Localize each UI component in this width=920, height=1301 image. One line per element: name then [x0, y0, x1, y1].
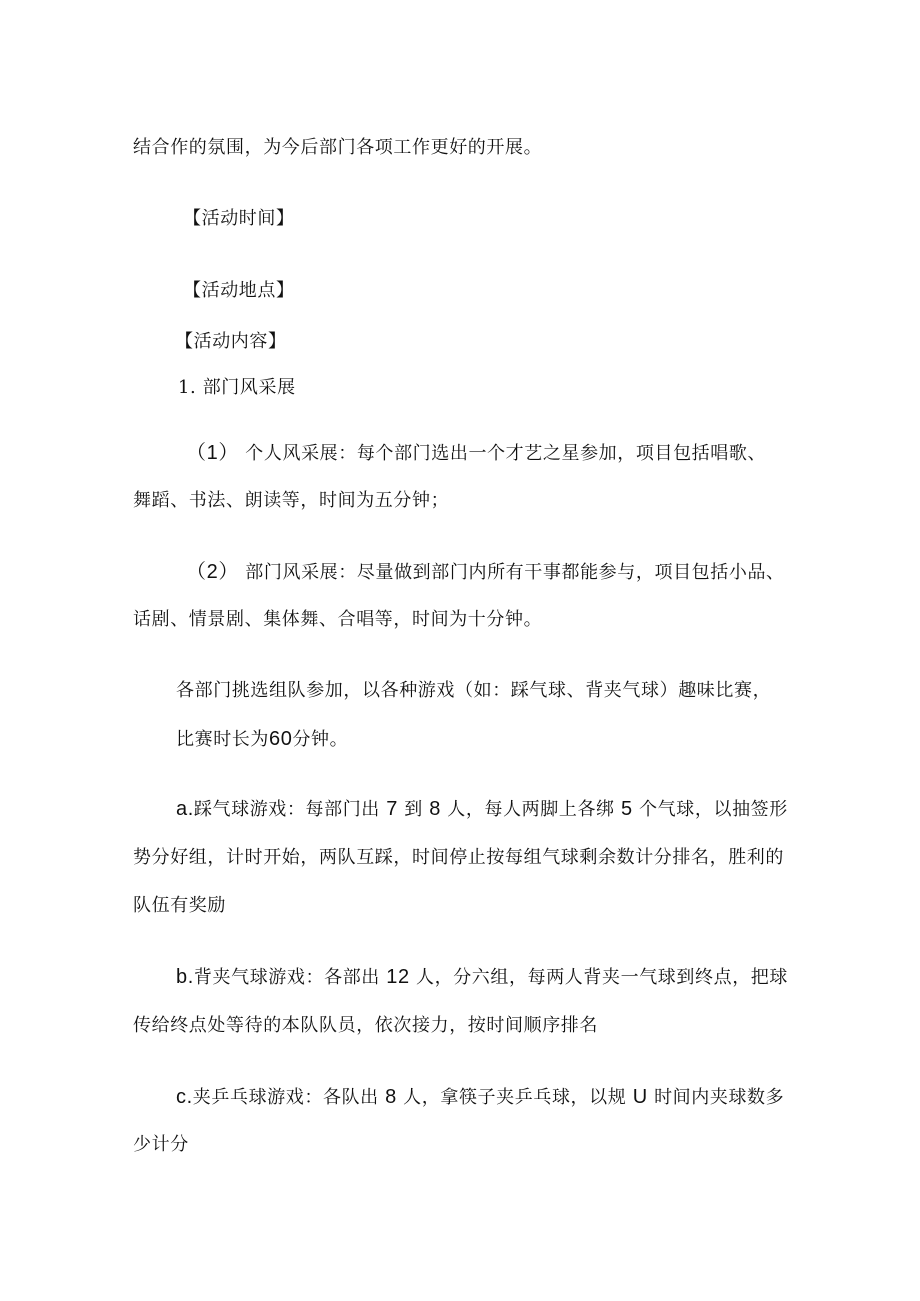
sub-item-1-marker: （1）: [186, 442, 239, 464]
game-c-letter-u: U: [632, 1086, 648, 1108]
game-c-number-1: 8: [385, 1086, 397, 1108]
game-c-prefix: c.: [176, 1086, 193, 1108]
game-a-text-4: 个气球，以抽签形: [639, 799, 788, 820]
games-duration-number: 60: [269, 728, 293, 750]
game-c-line-1: [176, 1085, 784, 1110]
game-a-line-3: 队伍有奖励: [133, 895, 226, 916]
game-b-line-1: [176, 965, 788, 990]
section-heading-time: 【活动时间】: [183, 208, 295, 229]
game-a-text-3: 人，每人两脚上各绑: [447, 799, 615, 820]
game-a-text-2: 到: [404, 799, 423, 820]
game-a-line-2: 势分好组，计时开始，两队互踩，时间停止按每组气球剩余数计分排名，胜利的: [133, 847, 784, 868]
game-a-number-2: 8: [429, 798, 441, 820]
game-b-number-1: 12: [386, 966, 410, 988]
game-a-line-1: [176, 797, 788, 822]
game-b-line-2: 传给终点处等待的本队队员，依次接力，按时间顺序排名: [133, 1015, 598, 1036]
section-heading-content: 【活动内容】: [175, 331, 287, 352]
games-intro-text-a: 比赛时长为: [176, 729, 269, 750]
game-c-text-3: 时间内夹球数多: [654, 1087, 785, 1108]
games-intro-line-2: [176, 727, 348, 752]
game-c-line-2: 少计分: [133, 1134, 189, 1155]
game-a-number-1: 7: [386, 798, 398, 820]
game-c-text-1: 夹乒乓球游戏：各队出: [192, 1087, 379, 1108]
game-a-text-1: 踩气球游戏：每部门出: [193, 799, 380, 820]
games-intro-text-b: 分钟。: [292, 729, 349, 750]
sub-item-1-line-2: 舞蹈、书法、朗读等，时间为五分钟；: [133, 490, 450, 511]
section-heading-place: 【活动地点】: [183, 280, 295, 301]
game-b-text-1: 背夹气球游戏：各部出: [193, 967, 380, 988]
sub-item-1-text: 个人风采展：每个部门选出一个才艺之星参加，项目包括唱歌、: [245, 443, 767, 464]
game-c-text-2: 人，拿筷子夹乒乓球，以规: [403, 1087, 627, 1108]
game-a-prefix: a.: [176, 798, 194, 820]
game-b-prefix: b.: [176, 966, 194, 988]
games-intro-line-1: 各部门挑选组队参加，以各种游戏（如：踩气球、背夹气球）趣味比赛，: [176, 680, 772, 701]
sub-item-2-marker: （2）: [186, 561, 239, 583]
game-a-number-3: 5: [621, 798, 633, 820]
sub-item-2-text: 部门风采展：尽量做到部门内所有干事都能参与，项目包括小品、: [245, 562, 785, 583]
sub-item-2-line-1: [186, 560, 785, 585]
sub-item-1-line-1: [186, 441, 766, 466]
item-heading-department-showcase: 1. 部门风采展: [178, 377, 296, 398]
intro-tail-paragraph: 结合作的氛围，为今后部门各项工作更好的开展。: [133, 137, 543, 158]
game-b-text-2: 人，分六组，每两人背夹一气球到终点，把球: [416, 967, 788, 988]
sub-item-2-line-2: 话剧、情景剧、集体舞、合唱等，时间为十分钟。: [133, 609, 543, 630]
